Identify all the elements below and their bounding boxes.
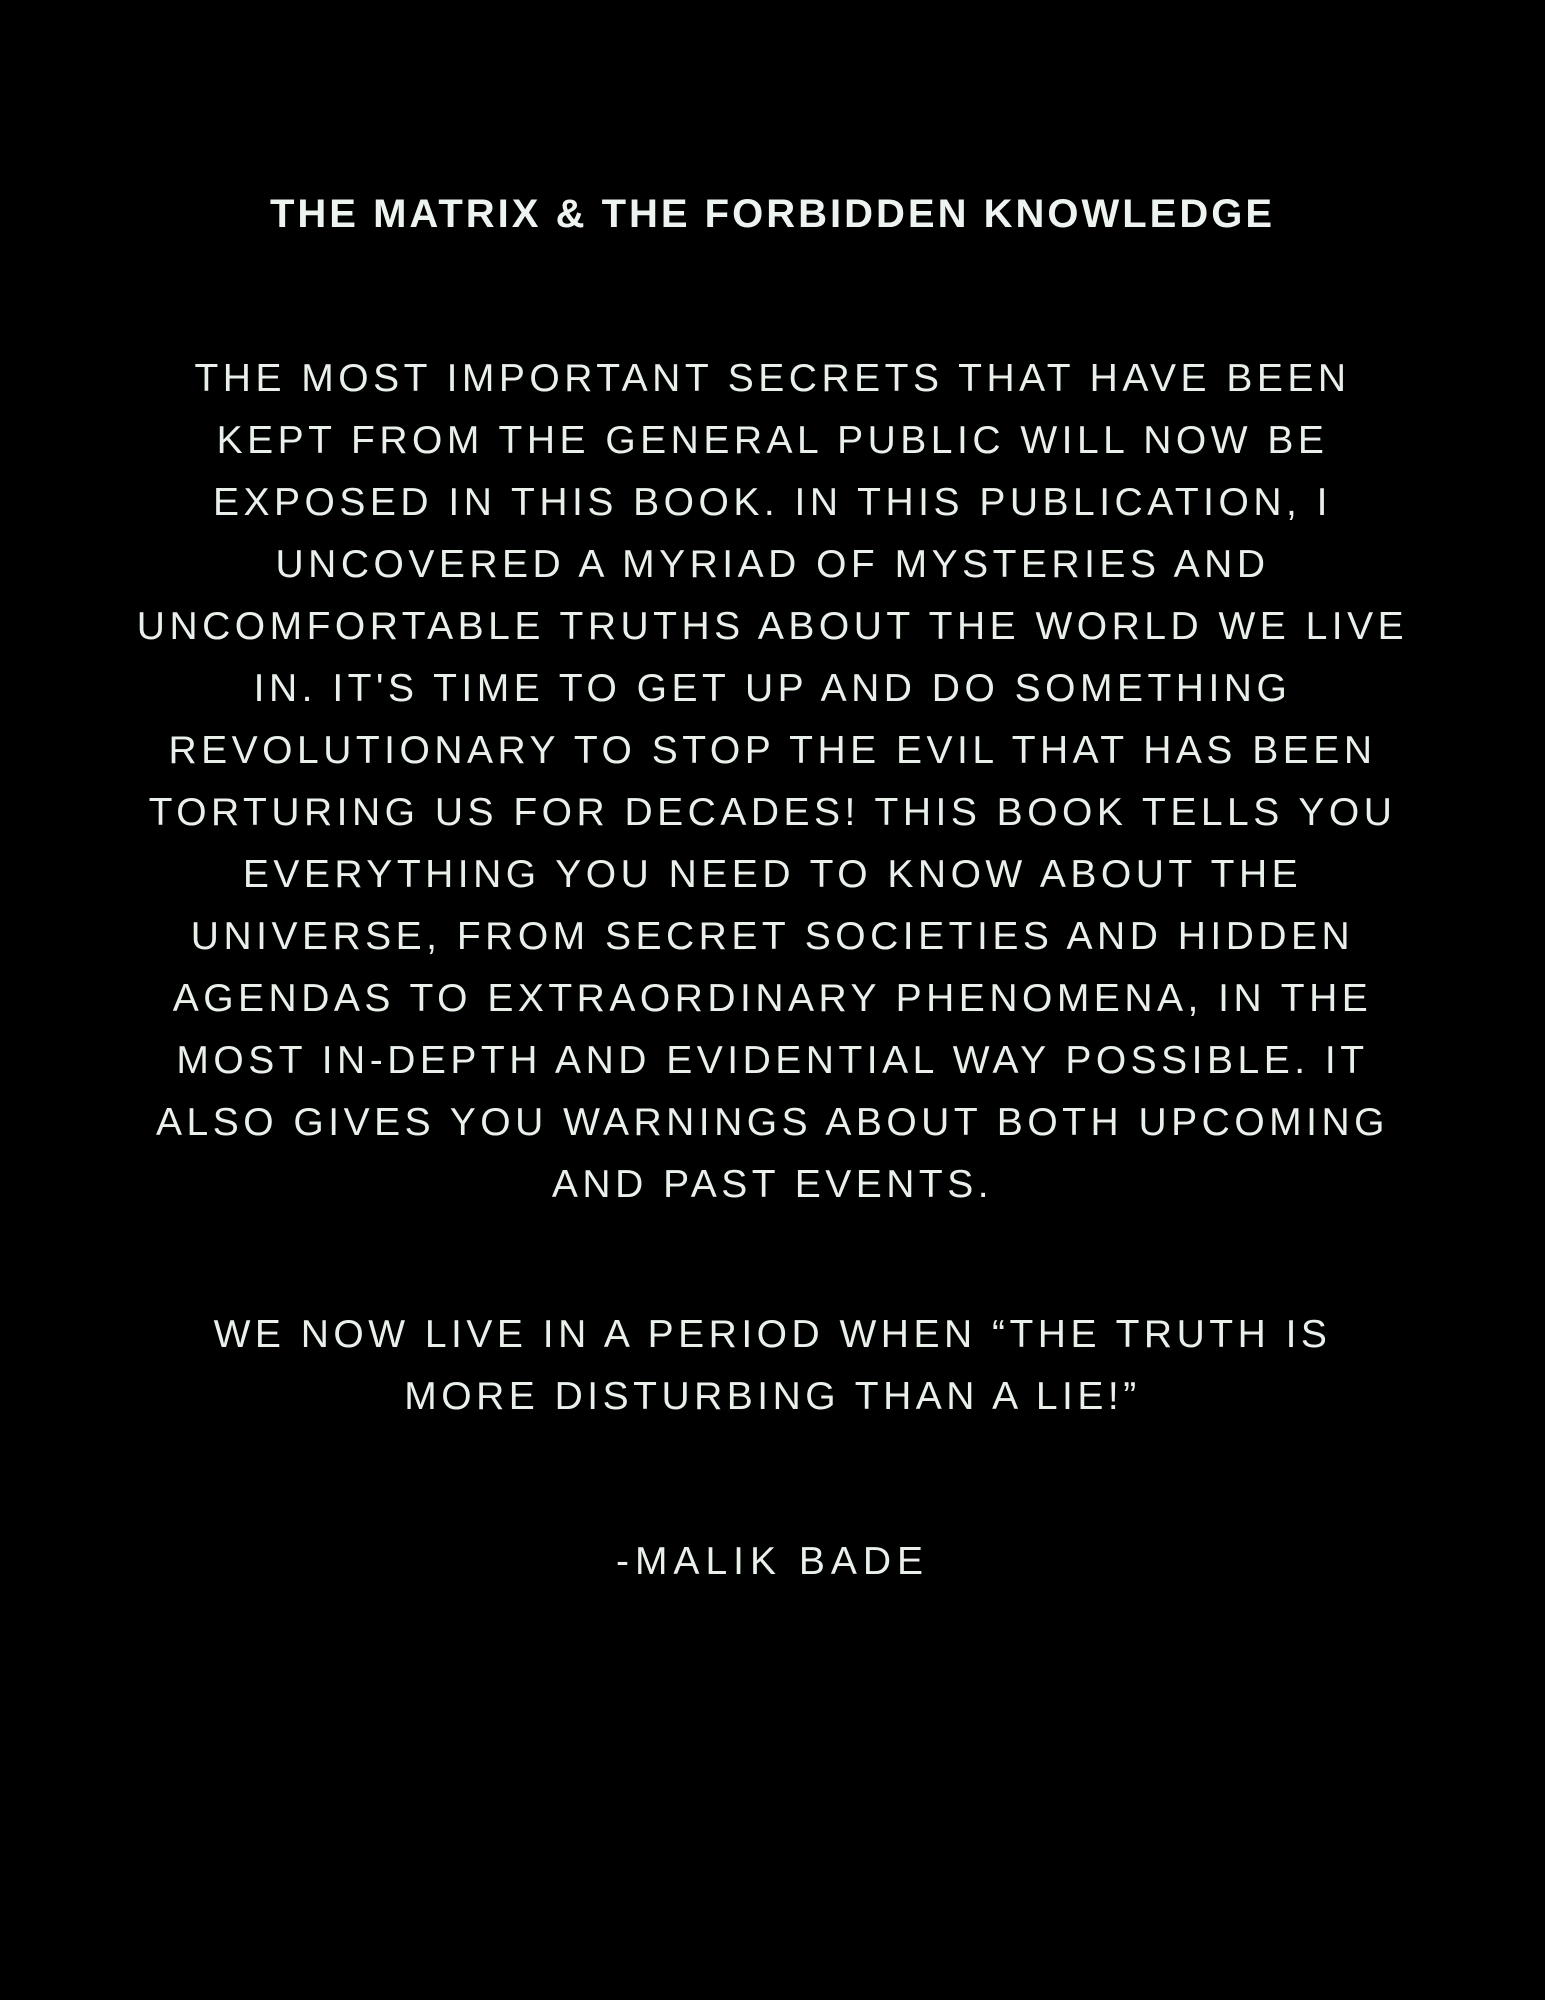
text-line: UNCOVERED A MYRIAD OF MYSTERIES AND bbox=[275, 543, 1270, 586]
text-line: REVOLUTIONARY TO STOP THE EVIL THAT HAS BEEN bbox=[168, 729, 1377, 772]
text-line: THE MOST IMPORTANT SECRETS THAT HAVE BEEN bbox=[194, 357, 1351, 400]
text-line: EXPOSED IN THIS BOOK. IN THIS PUBLICATION, I bbox=[212, 481, 1333, 524]
text-line: AGENDAS TO EXTRAORDINARY PHENOMENA, IN THE bbox=[172, 977, 1373, 1020]
quote-paragraph bbox=[0, 1304, 1545, 1428]
text-line: MOST IN-DEPTH AND EVIDENTIAL WAY POSSIBLE. IT bbox=[176, 1039, 1369, 1082]
text-line: EVERYTHING YOU NEED TO KNOW ABOUT THE bbox=[242, 853, 1303, 896]
book-title: THE MATRIX & THE FORBIDDEN KNOWLEDGE bbox=[269, 192, 1275, 236]
body-paragraph bbox=[0, 348, 1545, 1216]
text-line: MORE DISTURBING THAN A LIE!” bbox=[404, 1375, 1141, 1418]
text-line: ALSO GIVES YOU WARNINGS ABOUT BOTH UPCOMING bbox=[156, 1101, 1389, 1144]
text-line: TORTURING US FOR DECADES! THIS BOOK TELLS YOU bbox=[148, 791, 1397, 834]
text-line: AND PAST EVENTS. bbox=[551, 1163, 994, 1206]
text-line: KEPT FROM THE GENERAL PUBLIC WILL NOW BE bbox=[216, 419, 1329, 462]
text-line: UNCOMFORTABLE TRUTHS ABOUT THE WORLD WE LIVE bbox=[136, 605, 1409, 648]
text-line: IN. IT'S TIME TO GET UP AND DO SOMETHING bbox=[253, 667, 1292, 710]
text-line: UNIVERSE, FROM SECRET SOCIETIES AND HIDDEN bbox=[190, 915, 1355, 958]
text-line: WE NOW LIVE IN A PERIOD WHEN “THE TRUTH IS bbox=[213, 1313, 1332, 1356]
author-signature: -MALIK BADE bbox=[615, 1540, 930, 1583]
